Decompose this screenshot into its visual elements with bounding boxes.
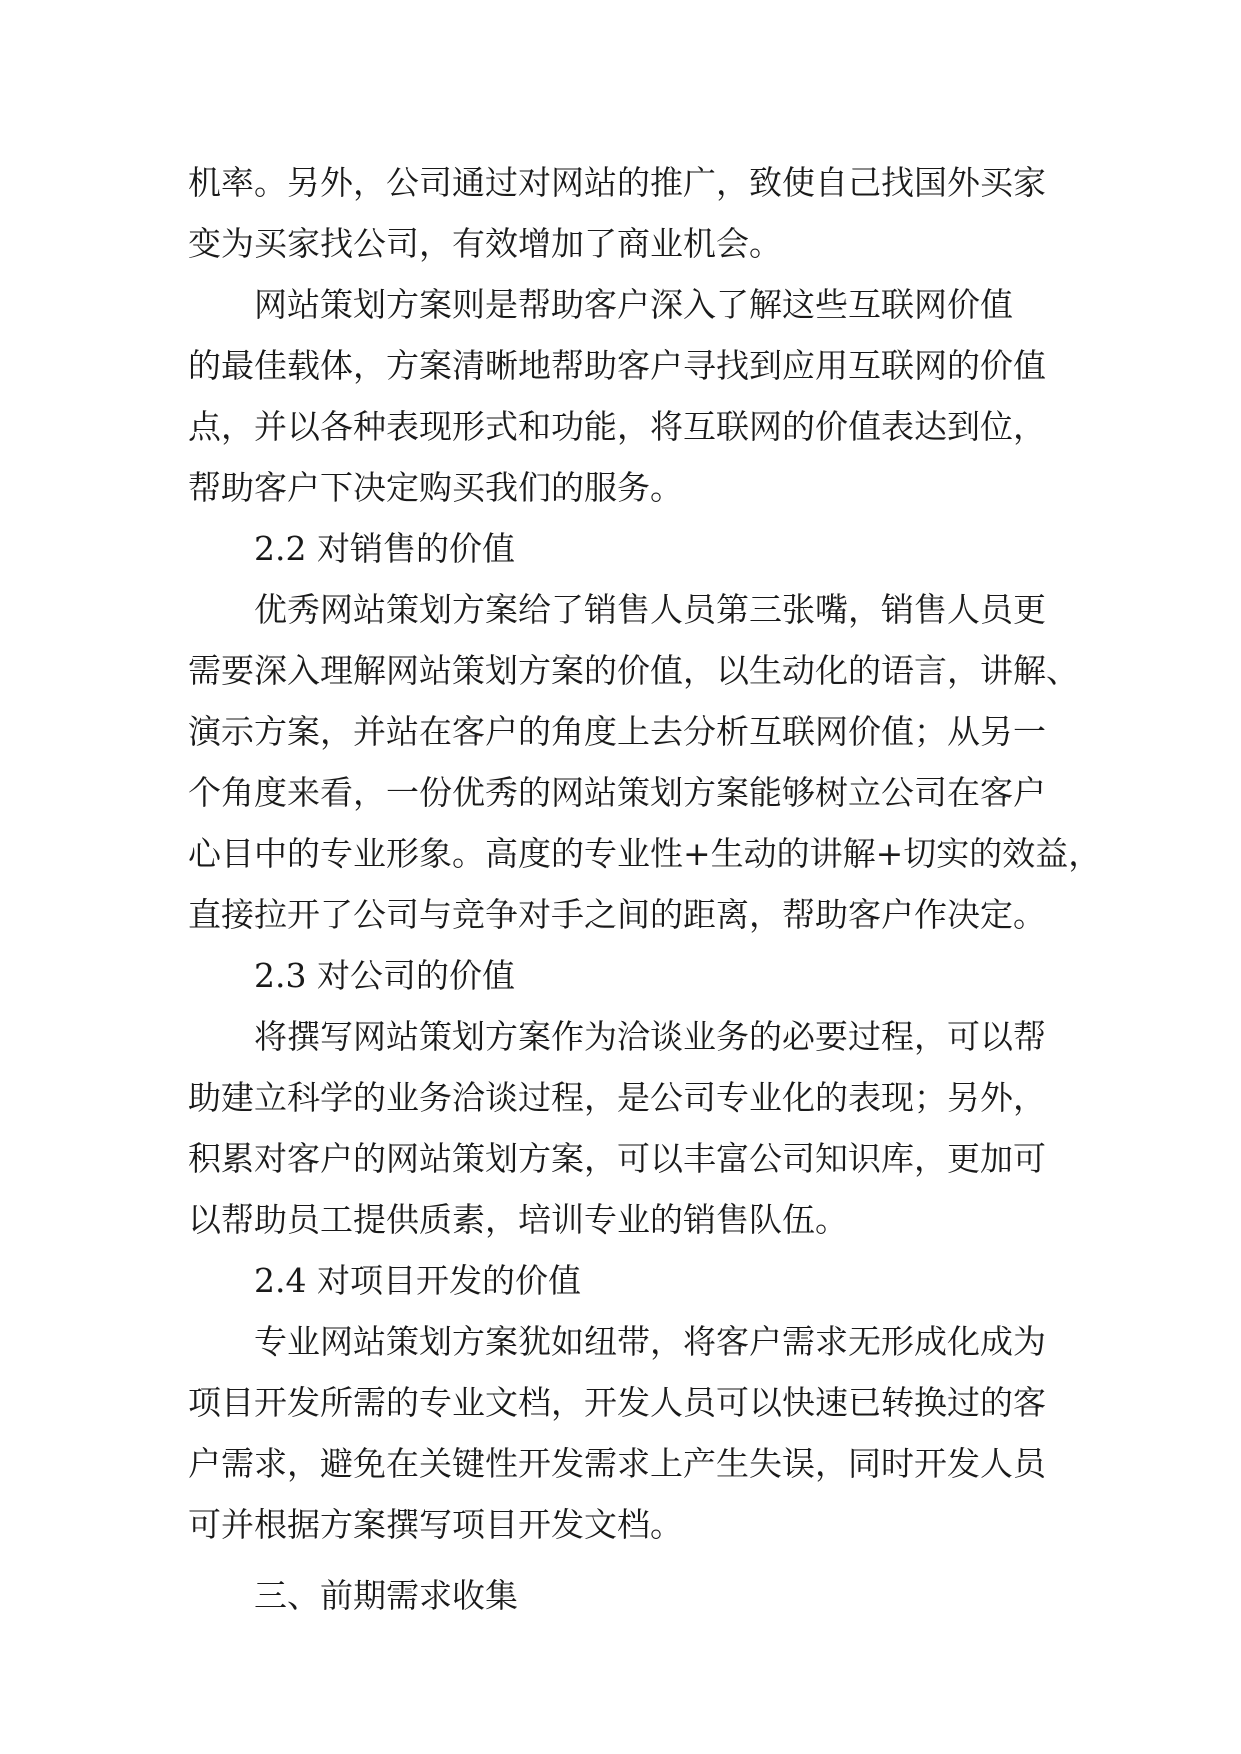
section-heading-2-3: 2.3 对公司的价值	[254, 956, 515, 995]
paragraph-commercial-opportunity	[188, 152, 1068, 274]
text-line: 项目开发所需的专业文档，开发人员可以快速已转换过的客	[188, 1383, 1046, 1422]
text-line: 帮助客户下决定购买我们的服务。	[188, 468, 683, 507]
text-line: 的最佳载体，方案清晰地帮助客户寻找到应用互联网的价值	[188, 346, 1046, 385]
paragraph-plan-carrier	[188, 274, 1068, 518]
text-line: 机率。另外，公司通过对网站的推广，致使自己找国外买家	[188, 163, 1046, 202]
paragraph-sales-value	[188, 579, 1102, 945]
text-line: 可并根据方案撰写项目开发文档。	[188, 1505, 683, 1544]
text-line: 以帮助员工提供质素，培训专业的销售队伍。	[188, 1200, 848, 1239]
text-line: 心目中的专业形象。高度的专业性+生动的讲解+切实的效益，	[188, 834, 1102, 873]
text-line: 个角度来看，一份优秀的网站策划方案能够树立公司在客户	[188, 773, 1046, 812]
text-line: 网站策划方案则是帮助客户深入了解这些互联网价值	[254, 285, 1013, 324]
section-heading-2-2: 2.2 对销售的价值	[254, 529, 515, 568]
text-line: 户需求，避免在关键性开发需求上产生失误，同时开发人员	[188, 1444, 1046, 1483]
document-body	[188, 152, 1102, 1626]
text-line: 专业网站策划方案犹如纽带，将客户需求无形成化成为	[254, 1322, 1046, 1361]
text-line: 点，并以各种表现形式和功能，将互联网的价值表达到位，	[188, 407, 1046, 446]
text-line: 将撰写网站策划方案作为洽谈业务的必要过程，可以帮	[254, 1017, 1046, 1056]
paragraph-project-value	[188, 1311, 1068, 1555]
section-heading-3: 三、前期需求收集	[254, 1576, 518, 1615]
text-line: 变为买家找公司，有效增加了商业机会。	[188, 224, 782, 263]
text-line: 积累对客户的网站策划方案，可以丰富公司知识库，更加可	[188, 1139, 1046, 1178]
section-heading-2-4: 2.4 对项目开发的价值	[254, 1261, 581, 1300]
text-line: 需要深入理解网站策划方案的价值，以生动化的语言，讲解、	[188, 651, 1079, 690]
paragraph-company-value	[188, 1006, 1068, 1250]
text-line: 演示方案，并站在客户的角度上去分析互联网价值；从另一	[188, 712, 1046, 751]
text-line: 助建立科学的业务洽谈过程，是公司专业化的表现；另外，	[188, 1078, 1046, 1117]
text-line: 优秀网站策划方案给了销售人员第三张嘴，销售人员更	[254, 590, 1046, 629]
text-line: 直接拉开了公司与竞争对手之间的距离，帮助客户作决定。	[188, 895, 1046, 934]
